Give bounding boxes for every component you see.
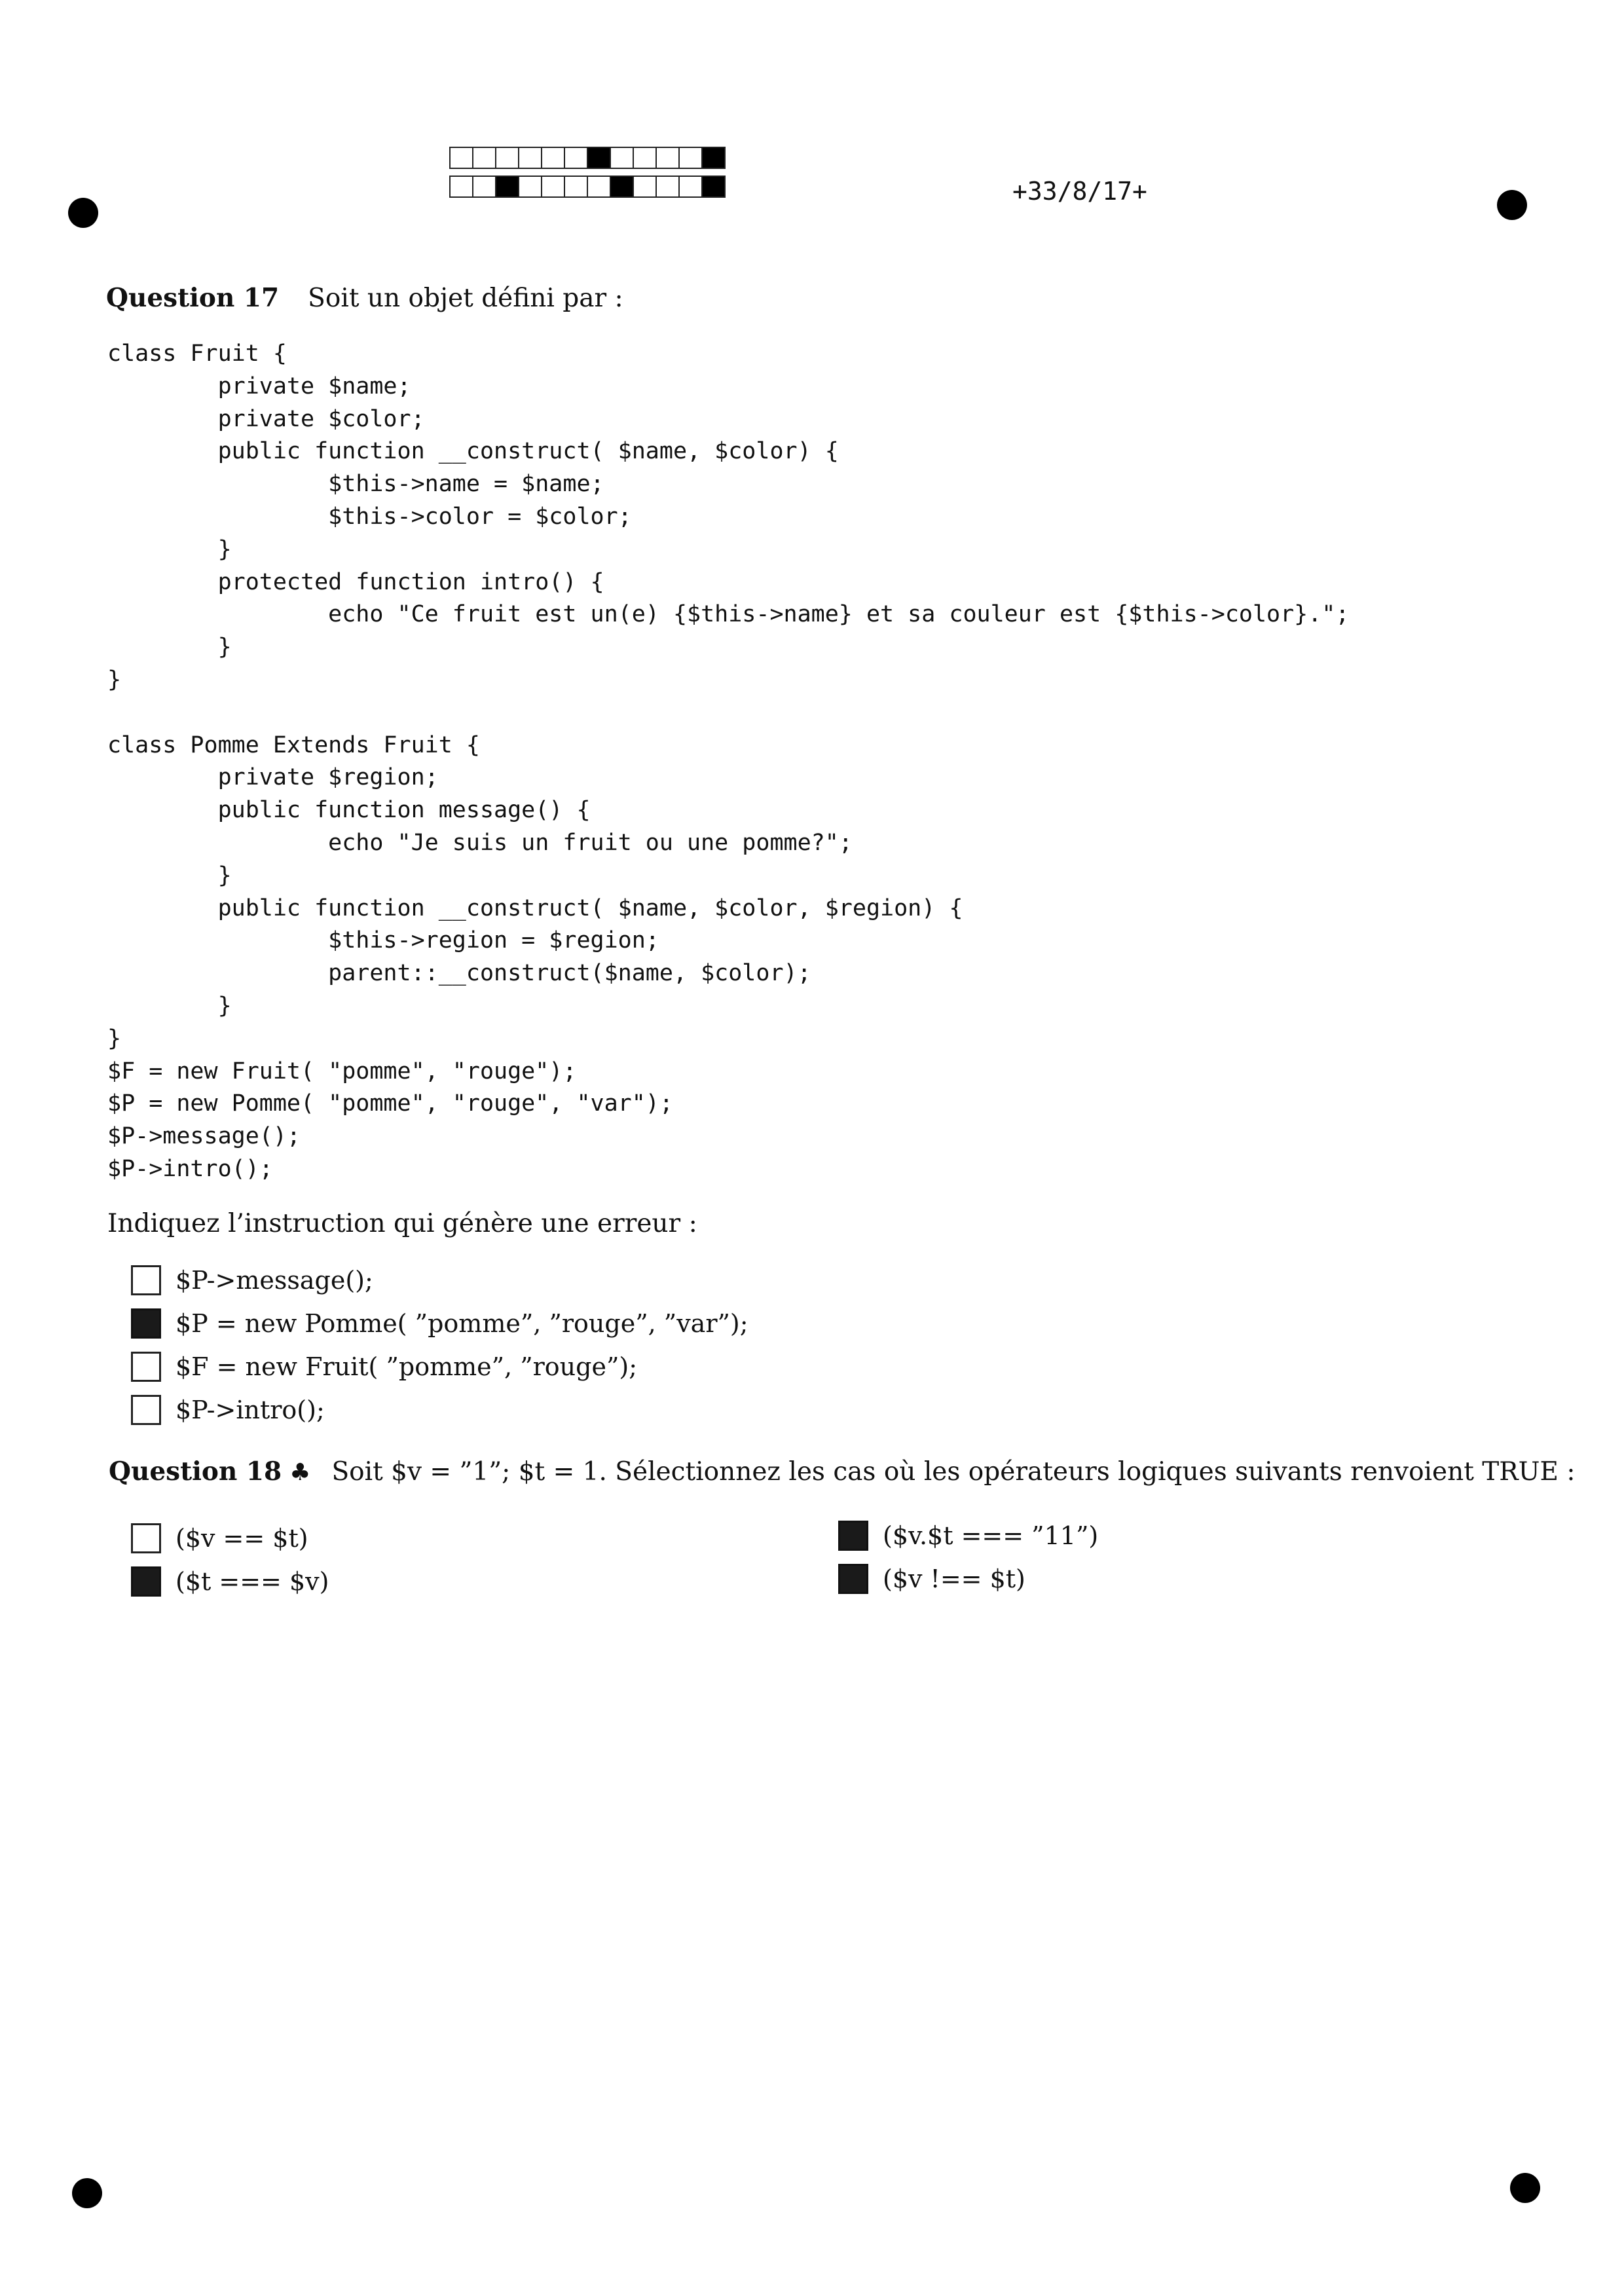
code-line: } [107, 666, 122, 693]
checkbox[interactable] [131, 1566, 161, 1597]
question-17-header [106, 283, 623, 313]
option-label: $F = new Fruit( ”pomme”, ”rouge”); [175, 1352, 638, 1381]
code-line: $P = new Pomme( "pomme", "rouge", "var"); [107, 1090, 673, 1117]
q18-option-1[interactable] [131, 1523, 308, 1553]
q18-option-2[interactable] [131, 1566, 329, 1597]
q17-option-2[interactable] [131, 1308, 748, 1339]
q18-option-3[interactable] [838, 1521, 1098, 1551]
id-cell [633, 147, 657, 169]
id-cell [518, 176, 542, 198]
id-cell [518, 147, 542, 169]
id-cell [449, 147, 473, 169]
code-line: echo "Je suis un fruit ou une pomme?"; [107, 829, 853, 856]
question-17-label: Question 17 [106, 283, 280, 313]
code-line: } [107, 1025, 122, 1052]
id-cell [655, 176, 680, 198]
q17-option-3[interactable] [131, 1352, 637, 1382]
code-line: class Fruit { [107, 341, 287, 367]
code-line: private $region; [107, 764, 439, 791]
checkbox[interactable] [131, 1308, 161, 1339]
question-18-prompt: Soit $v = ”1”; $t = 1. Sélectionnez les cas où les opérateurs logiques suivants renvoient TRUE : [331, 1457, 1576, 1487]
checkbox[interactable] [131, 1395, 161, 1425]
id-cell [495, 176, 519, 198]
option-label: ($t === $v) [175, 1567, 329, 1596]
id-cell [495, 147, 519, 169]
id-cell [472, 147, 496, 169]
corner-mark-bottom-left [72, 2178, 102, 2208]
code-line: $this->region = $region; [107, 927, 659, 954]
id-cell [564, 147, 588, 169]
code-line: echo "Ce fruit est un(e) {$this->name} et sa couleur est {$this->color}."; [107, 601, 1350, 628]
code-line: $this->color = $color; [107, 503, 632, 530]
code-line: private $color; [107, 405, 425, 432]
page-code: +33/8/17+ [1012, 177, 1147, 206]
checkbox[interactable] [838, 1521, 868, 1551]
id-cell [678, 147, 703, 169]
code-line: $P->message(); [107, 1123, 301, 1150]
id-cell [541, 147, 565, 169]
code-line: private $name; [107, 373, 411, 399]
code-line: $this->name = $name; [107, 471, 604, 498]
code-line: public function message() { [107, 797, 591, 824]
club-icon: ♣ [289, 1459, 311, 1486]
code-line: } [107, 536, 232, 563]
id-grid-top [449, 147, 724, 169]
checkbox[interactable] [131, 1523, 161, 1553]
id-cell [655, 147, 680, 169]
code-line: $P->intro(); [107, 1155, 273, 1182]
id-cell [701, 147, 726, 169]
code-line: $F = new Fruit( "pomme", "rouge"); [107, 1058, 577, 1084]
corner-mark-bottom-right [1510, 2173, 1540, 2203]
code-line: class Pomme Extends Fruit { [107, 731, 480, 758]
q18-option-4[interactable] [838, 1564, 1025, 1594]
option-label: $P->intro(); [175, 1396, 325, 1424]
question-18-label: Question 18 [109, 1456, 282, 1487]
checkbox[interactable] [131, 1265, 161, 1295]
question-18-header [109, 1456, 1576, 1487]
code-line: } [107, 634, 232, 661]
id-cell [633, 176, 657, 198]
code-line: public function __construct( $name, $color, $region) { [107, 895, 963, 921]
id-cell [541, 176, 565, 198]
question-17-instruction: Indiquez l’instruction qui génère une erreur : [107, 1209, 697, 1238]
id-grid-bottom [449, 176, 724, 198]
code-line: } [107, 862, 232, 889]
option-label: ($v !== $t) [883, 1565, 1025, 1593]
option-label: ($v.$t === ”11”) [883, 1521, 1099, 1550]
corner-mark-top-right [1497, 190, 1527, 220]
id-cell [610, 176, 634, 198]
q17-option-1[interactable] [131, 1265, 373, 1295]
code-line: protected function intro() { [107, 568, 604, 595]
checkbox[interactable] [838, 1564, 868, 1594]
q17-option-4[interactable] [131, 1395, 325, 1425]
code-line: parent::__construct($name, $color); [107, 960, 811, 987]
option-label: ($v == $t) [175, 1524, 308, 1553]
id-cell [472, 176, 496, 198]
question-17-prompt: Soit un objet défini par : [308, 284, 623, 313]
code-line: } [107, 992, 232, 1019]
checkbox[interactable] [131, 1352, 161, 1382]
code-block [107, 338, 1349, 1186]
option-label: $P = new Pomme( ”pomme”, ”rouge”, ”var”); [175, 1309, 748, 1338]
id-cell [701, 176, 726, 198]
id-cell [587, 176, 611, 198]
id-cell [678, 176, 703, 198]
id-cell [564, 176, 588, 198]
code-line: public function __construct( $name, $color) { [107, 438, 839, 465]
corner-mark-top-left [68, 198, 98, 228]
option-label: $P->message(); [175, 1266, 373, 1295]
id-cell [610, 147, 634, 169]
id-cell [449, 176, 473, 198]
id-cell [587, 147, 611, 169]
